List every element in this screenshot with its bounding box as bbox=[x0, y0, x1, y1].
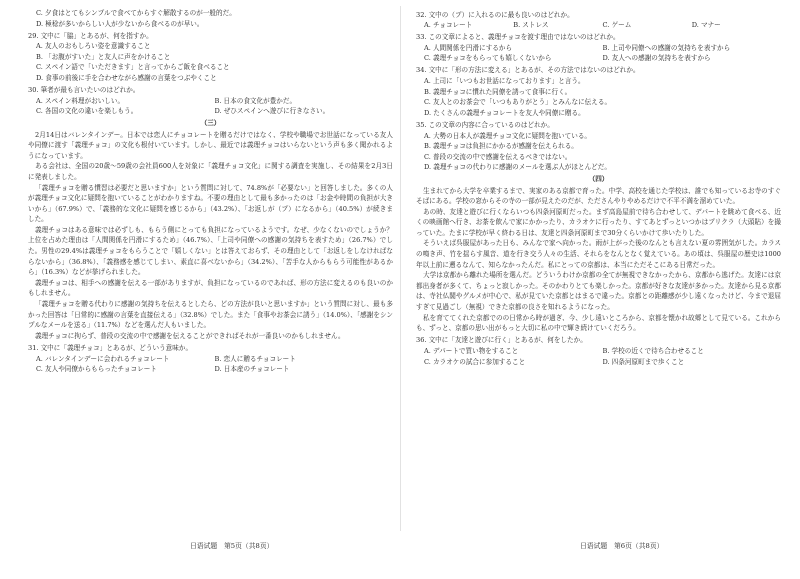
page-divider bbox=[400, 6, 401, 531]
passage-3-paragraph-2: ある会社は、全国の20歳～59歳の会社員600人を対象に「義理チョコ文化」に関する調査を実施し、その結果を2月3日に発表しました。 bbox=[28, 162, 393, 181]
prev-option-d: D. 極稔が多いからしい人が少ないから食べるのが早い。 bbox=[36, 19, 204, 28]
passage-3-paragraph-6: 「義理チョコを贈る代わりに感謝の気持ちを伝えるとしたら、どの方法が良いと思いますか」という質問に対し、最も多かった回答は「日常的に感謝の言葉を直接伝える」（32.8%）でした。また「食事やお茶会に誘う」（14.0%）、「感謝をシンプルなメールを送る」（11.7%）などを選んだ人もいました。 bbox=[28, 300, 393, 330]
q36-option-a: A. デパートで買い物をすること bbox=[424, 346, 519, 355]
question-34-stem: 34. 文中に「形の方法に変える」とあるが、その方法ではないのはどれか。 bbox=[416, 66, 640, 75]
section-3-title: （三） bbox=[200, 118, 221, 127]
passage-3-paragraph-7: 義理チョコに拘らず、普段の交流の中で感謝を伝えることができればそれが一番良いのかもしれません。 bbox=[35, 331, 345, 340]
q31-option-a: A. バレンタインデーに会われるチョコレート bbox=[36, 354, 170, 363]
passage-4-paragraph-3: そういえば呉服屋があった日も、みんなで家へ向かった。雨が上がった後のなんとも言えない夏の雰囲気がした。カラスの鳴き声、竹を揺らす風音、道を行き交う人々の生活、それらをなんとなく覚えている。あの頃は、呉服屋の歴史は1000年以上前に遡るなんて、知らなかったんだ。私にとっての京都は、本当にただそこにある日常だった。 bbox=[416, 239, 781, 269]
q29-option-a: A. 友人のおもしろい姿を意識すること bbox=[36, 42, 151, 51]
question-29-stem: 29. 文中に「脇」とあるが、何を指すか。 bbox=[28, 31, 153, 40]
passage-3-paragraph-4: 義理チョコはある意味では必ずしも、もらう側にとっても負担になっているようです。なぜ、少なくないのでしょうか？ 上位を占めた理由は「人間関係を円滑にするため」（46.7%）、「上司や同僚への感謝の気持ちを表すため」（26.7%）でした。男性の29.4%は義理チョコをもらうことで「嬉しくない」とは答えておらず、その理由として「お返しをしなければならないから」（36.8%）、「義務感を感じてしまい、素直に喜べないから」（34.2%）、「苦手な人からもらう可能性があるから」（16.3%）などが挙げられました。 bbox=[28, 225, 393, 277]
q31-options-row-2 bbox=[28, 364, 393, 375]
question-36-stem: 36. 文中に「友達と遊びに行く」とあるが、何をしたか。 bbox=[416, 336, 587, 345]
q36-option-b: B. 学校の近くで待ち合わせること bbox=[602, 346, 704, 355]
q30-options-row-2 bbox=[28, 106, 393, 117]
passage-3-paragraph-5: 義理チョコは、相手への感謝を伝える一部がありますが、負担になっているのであれば、形の方法に変えるのも良いのかもしれません。 bbox=[28, 278, 393, 298]
q30-options-row-1 bbox=[28, 96, 393, 107]
q29-option-d: D. 食事の前後に手を合わせながら感謝の言葉をつぶやくこと bbox=[36, 74, 217, 83]
question-35-stem: 35. この文章の内容に合っているのはどれか。 bbox=[416, 120, 554, 129]
q30-option-c: C. 各国の文化の違いを楽しもう。 bbox=[36, 107, 138, 116]
passage-3-paragraph-1: 2月14日はバレンタインデー。日本では恋人にチョコレートを贈るだけではなく、学校や職場でお世話になっている友人や同僚に渡す「義理チョコ」の文化も根付いています。しかし、最近では義理チョコはいらないという声も多く聞かれるようになっています。 bbox=[28, 130, 393, 160]
right-page-footer: 日语试题 第6页（共8页） bbox=[580, 542, 664, 550]
q33-option-d: D. 友人への感謝の気持ちを表すから bbox=[602, 54, 711, 63]
q30-option-d: D. ぜひスペインへ遊びに行きなさい。 bbox=[214, 107, 330, 116]
q30-option-a: A. スペイン料理がおいしい。 bbox=[36, 96, 125, 105]
question-31-stem: 31. 文中に「義理チョコ」とあるが、どういう意味か。 bbox=[28, 343, 193, 352]
q32-option-d: D. マナー bbox=[691, 21, 721, 30]
q36-option-c: C. カラオケの試合に参加すること bbox=[424, 357, 526, 366]
q31-options-row-1 bbox=[28, 354, 393, 365]
question-33-stem: 33. この文章によると、義理チョコを渡す理由ではないのはどれか。 bbox=[416, 33, 620, 42]
q36-option-d: D. 四条河原町まで歩くこと bbox=[602, 357, 685, 366]
q33-option-b: B. 上司や同僚への感謝の気持ちを表すから bbox=[602, 43, 731, 52]
q34-option-c: C. 友人とのお茶会で「いつもありがとう」とみんなに伝える。 bbox=[424, 98, 612, 107]
q31-option-c: C. 友人や同僚からもらったチョコレート bbox=[36, 365, 157, 374]
q30-option-b: B. 日本の食文化が豊かだ。 bbox=[214, 96, 297, 105]
q35-option-a: A. 大勢の日本人が義理チョコ文化に疑問を抱いている。 bbox=[424, 131, 592, 140]
q33-options-row-2 bbox=[416, 53, 781, 64]
q34-option-b: B. 義理チョコに慣れた同僚を誘って食事に行く。 bbox=[424, 87, 572, 96]
q34-option-a: A. 上司に「いつもお世話になっております」と言う。 bbox=[424, 77, 585, 86]
question-32-stem: 32. 文中の（プ）に入れるのに最も良いのはどれか。 bbox=[416, 10, 574, 19]
question-30-stem: 30. 筆者が最も言いたいのはどれか。 bbox=[28, 86, 140, 95]
q29-option-b: B. 「お腹がすいた」と友人に声をかけること bbox=[36, 52, 171, 61]
q29-option-c: C. スペイン語で「いただきます」と言ってからご飯を食べること bbox=[36, 63, 230, 72]
q32-option-c: C. ゲーム bbox=[602, 21, 632, 30]
right-page-column bbox=[416, 8, 781, 367]
q31-option-b: B. 恋人に贈るチョコレート bbox=[214, 354, 296, 363]
q33-option-c: C. 義理チョコをもらっても嬉しくないから bbox=[424, 54, 552, 63]
q36-options-row-1 bbox=[416, 346, 781, 357]
q36-options-row-2 bbox=[416, 357, 781, 368]
q34-option-d: D. たくさんの義理チョコレートを友人や同僚に贈る。 bbox=[424, 108, 585, 117]
q32-options-row bbox=[416, 20, 781, 31]
left-page-column bbox=[28, 8, 393, 375]
left-page-footer: 日语试题 第5页（共8页） bbox=[190, 542, 274, 550]
q35-option-b: B. 義理チョコは負担にかかるが感謝を伝えられる。 bbox=[424, 142, 578, 151]
q35-option-c: C. 普段の交流の中で感謝を伝えるべきではない。 bbox=[424, 152, 572, 161]
passage-4-paragraph-1: 生まれてから大学を卒業するまで、実家のある京都で育った。中学、高校を通じた学校は、誰でも知っているお寺のすぐそばにある。学校の窓からその寺の一部が見えたのだが、たださんやりやめるだけで不平不満を溜めていた。 bbox=[416, 186, 781, 206]
passage-4-paragraph-4: 大学は京都から離れた場所を選んだ。どういうわけか京都の全てが無視できなかったから、京都から逃げた。友達には京都出身者が多くて、ちょっと寂しかった。そのかわりとても楽しかった。京都が好きな友達が多かった。友達から見る京都は、寺社仏閣やグルメが中心で、私が見ていた京都とはまるで違った。京都との距離感が少し遠くなったけど、今まで退屈すぎて見過ごし（無視）できた京都の良さを知れるようになった。 bbox=[416, 271, 781, 312]
q33-options-row-1 bbox=[416, 43, 781, 54]
q32-option-a: A. チョコレート bbox=[424, 21, 473, 30]
q33-option-a: A. 人間関係を円滑にするから bbox=[424, 43, 513, 52]
passage-3-paragraph-3: 「義理チョコを贈る慣習は必要だと思いますか」という質問に対して、74.8%が「必要ない」と回答しました。多くの人が義理チョコ文化に疑問を抱いていることがわかりますね。不要の理由として最も多かったのは「お金や時間の負担が大きいから」（67.9%）で、「義務的な文化に疑問を感じるから」（43.2%）、「お返しが（プ）になるから」（40.5%）が続きました。 bbox=[28, 183, 393, 224]
section-4-title: （四） bbox=[588, 174, 609, 183]
passage-4-paragraph-5: 私を育ててくれた京都でのの日常から時が過ぎ、今、少し遠いところから、京都を懐かれ故郷として見ている。これからも、ずっと、京都の思い出がもっと大切に私の中で輝き続けていくだろう。 bbox=[416, 313, 781, 333]
prev-option-c: C. 夕食はとてもシンプルで食べてからすぐ解散するのが一般的だ。 bbox=[36, 9, 236, 17]
q32-option-b: B. ストレス bbox=[513, 21, 549, 30]
q35-option-d: D. 義理チョコの代わりに感謝のメールを選ぶ人がほとんどだ。 bbox=[424, 163, 611, 172]
q31-option-d: D. 日本産のチョコレート bbox=[214, 365, 290, 374]
passage-4-paragraph-2: あの時、友達と遊びに行くならいつも四条河原町だった。まず高島屋前で待ち合わせして、デパートを眺めて食べる、近くの映画館へ行き、お茶を飲んで家にかかったり、カラオケに行ったり、すてあとずっといつかはプリクラ（大頭貼）を撮っていた。たまに学校が早く終わる日は、友達と四条河原町まで30分くらいかけて歩いたりした。 bbox=[416, 207, 781, 237]
